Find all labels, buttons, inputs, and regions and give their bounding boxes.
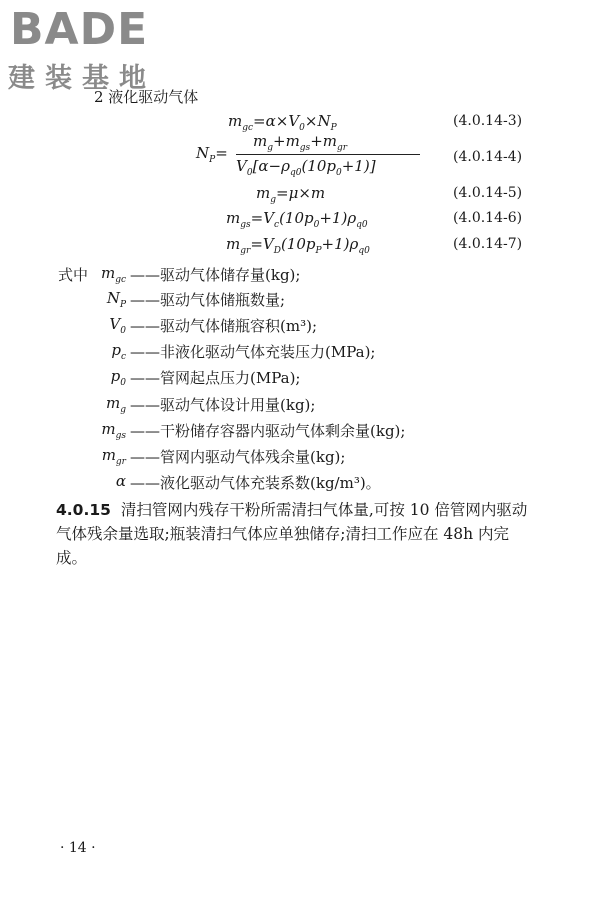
equation-4-0-14-4 (196, 132, 476, 180)
logo-subtitle: 建装基地 (8, 63, 156, 94)
equation-number: (4.0.14-7) (453, 236, 523, 252)
fraction-numerator: $m_g+m_{gs}+m_{gr}$ (253, 132, 348, 153)
equation-4-0-14-3: $m_{gc}=\alpha\times V_0\times N_P$ (228, 112, 337, 133)
clause-4-0-15 (56, 498, 536, 570)
clause-number: 4.0.15 (56, 501, 111, 519)
equation-4-0-14-7: $m_{gr}=V_D(10p_P+1)\rho_{q0}$ (226, 235, 370, 256)
page-number: · 14 · (60, 840, 96, 856)
logo-brand: BADE (10, 4, 149, 55)
legend-intro: 式中 (58, 266, 89, 284)
fraction-lhs: $N_P=$ (196, 144, 228, 165)
fraction-denominator: $V_0[\alpha-\rho_{q0}(10p_0+1)]$ (236, 157, 376, 178)
equation-4-0-14-5: $m_g=\mu\times m$ (256, 184, 326, 205)
equation-number: (4.0.14-5) (453, 185, 523, 201)
fraction-bar (236, 154, 420, 155)
clause-text: 清扫管网内残存干粉所需清扫气体量,可按 10 倍管网内驱动气体残余量选取;瓶装清扫气体应单独储存;清扫工作应在 48h 内完成。 (56, 501, 528, 567)
watermark-logo (6, 4, 176, 94)
equation-number: (4.0.14-6) (453, 210, 523, 226)
equation-number: (4.0.14-4) (453, 149, 523, 165)
equation-4-0-14-6: $m_{gs}=V_c(10p_0+1)\rho_{q0}$ (226, 209, 368, 230)
equation-number: (4.0.14-3) (453, 113, 523, 129)
section-heading: 2 液化驱动气体 (94, 88, 199, 106)
